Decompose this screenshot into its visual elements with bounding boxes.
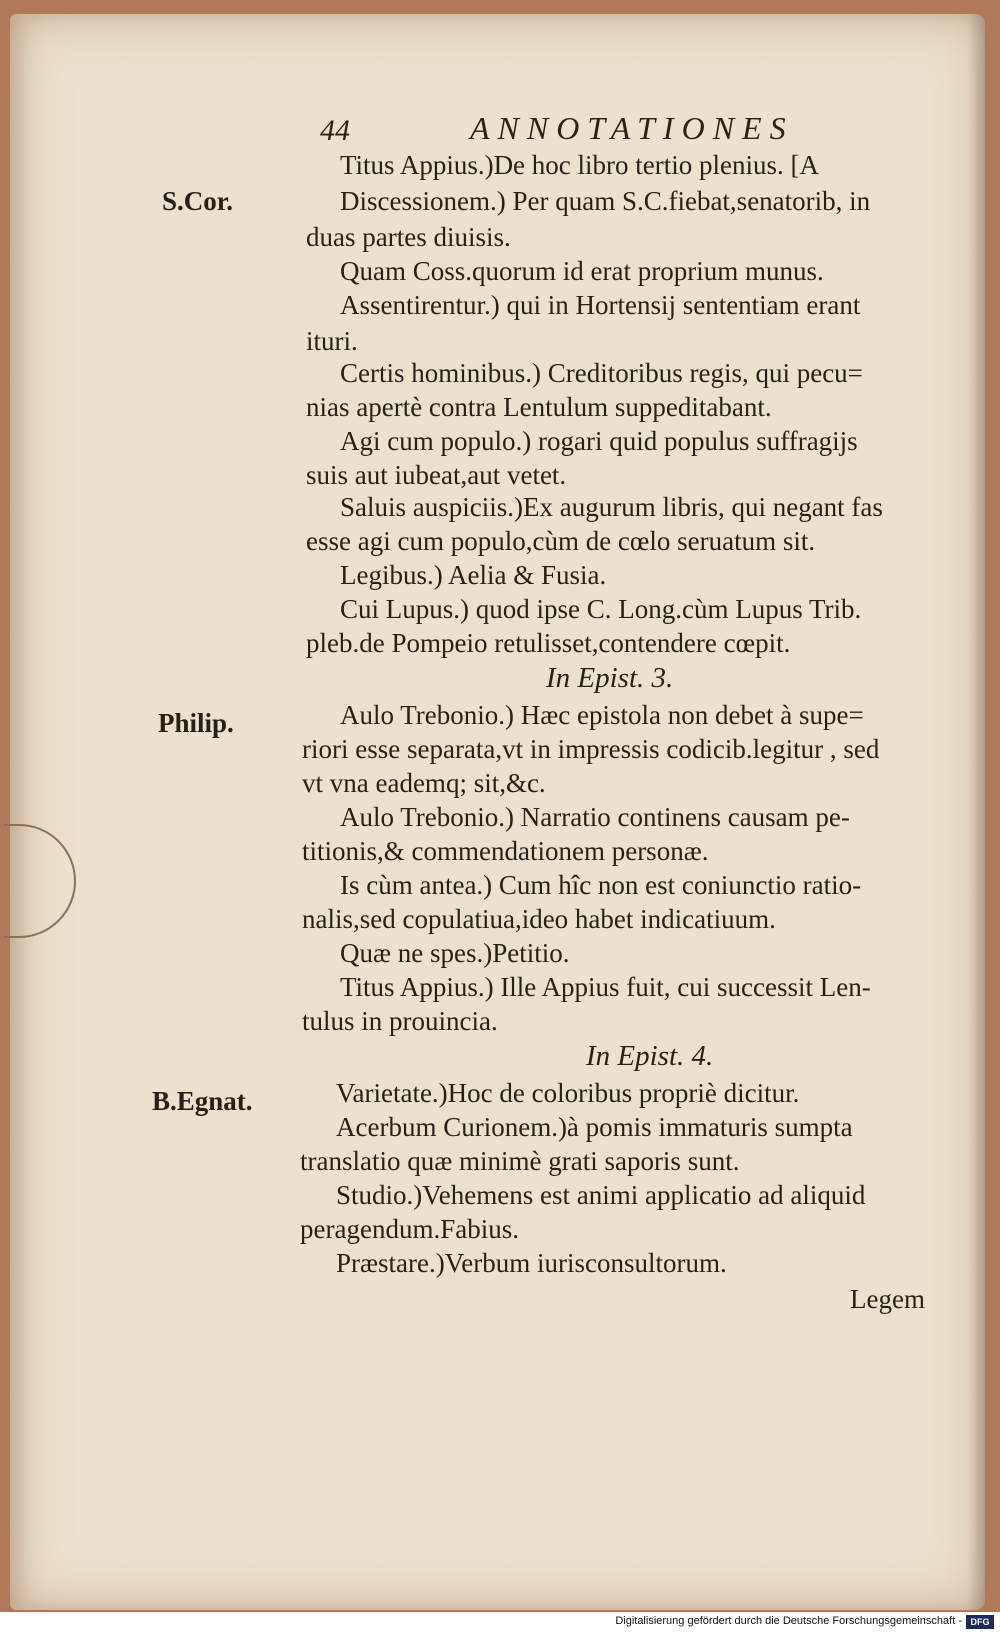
text-line: Discessionem.) Per quam S.C.fiebat,senatorib, in [340, 186, 871, 216]
book-page [10, 14, 985, 1610]
dfg-logo: DFG [966, 1615, 994, 1629]
text-line: Præstare.)Verbum iurisconsultorum. [336, 1248, 727, 1278]
text-line: Cui Lupus.) quod ipse C. Long.cùm Lupus Trib. [340, 594, 862, 624]
text-line: vt vna eademq; sit,&c. [302, 768, 546, 798]
text-line: nalis,sed copulatiua,ideo habet indicatiuum. [302, 904, 776, 934]
text-line: pleb.de Pompeio retulisset,contendere cœpit. [306, 628, 791, 658]
text-line: nias apertè contra Lentulum suppeditabant. [306, 392, 772, 422]
text-line: titionis,& commendationem personæ. [302, 836, 709, 866]
text-line: peragendum.Fabius. [300, 1214, 519, 1244]
text-line: Is cùm antea.) Cum hîc non est coniunctio ratio- [340, 870, 862, 900]
text-line: Legibus.) Aelia & Fusia. [340, 560, 607, 590]
text-line: suis aut iubeat,aut vetet. [306, 460, 567, 490]
text-line: Acerbum Curionem.)à pomis immaturis sumpta [336, 1112, 853, 1142]
text-line: Saluis auspiciis.)Ex augurum libris, qui negant fas [340, 492, 883, 522]
text-line: ituri. [306, 326, 358, 356]
text-line: Studio.)Vehemens est animi applicatio ad aliquid [336, 1180, 866, 1210]
page-clip-mark [4, 824, 76, 938]
text-line: Assentirentur.) qui in Hortensij sententiam erant [340, 290, 861, 320]
text-line: Quæ ne spes.)Petitio. [340, 938, 570, 968]
text-line: Certis hominibus.) Creditoribus regis, qui pecu= [340, 358, 863, 388]
text-line: Titus Appius.) Ille Appius fuit, cui successit Len- [340, 972, 871, 1002]
text-line: Varietate.)Hoc de coloribus propriè dicitur. [336, 1078, 800, 1108]
text-line: Titus Appius.)De hoc libro tertio plenius. [A [340, 150, 819, 180]
text-line: Quam Coss.quorum id erat proprium munus. [340, 256, 824, 286]
page-number: 44 [320, 114, 350, 147]
text-line: duas partes diuisis. [306, 222, 511, 252]
page-edge-shadow [967, 14, 985, 1610]
text-line: riori esse separata,vt in impressis codicib.legitur , sed [302, 734, 880, 764]
running-title: ANNOTATIONES [470, 110, 794, 146]
epistle-heading: In Epist. 4. [586, 1040, 714, 1072]
page-header [10, 102, 985, 152]
text-line: tulus in prouincia. [302, 1006, 498, 1036]
text-line: Aulo Trebonio.) Narratio continens causam pe- [340, 802, 850, 832]
margin-note: Philip. [158, 708, 234, 738]
footer-credit: Digitalisierung gefördert durch die Deutsche Forschungsgemeinschaft - [615, 1615, 962, 1627]
text-line: Aulo Trebonio.) Hæc epistola non debet à supe= [340, 700, 864, 730]
text-line: esse agi cum populo,cùm de cœlo seruatum sit. [306, 526, 816, 556]
text-line: Agi cum populo.) rogari quid populus suffragijs [340, 426, 858, 456]
text-line: translatio quæ minimè grati saporis sunt. [300, 1146, 740, 1176]
margin-note: B.Egnat. [152, 1086, 253, 1116]
catchword: Legem [850, 1284, 925, 1314]
footer-bar [0, 1612, 1000, 1633]
epistle-heading: In Epist. 3. [546, 662, 674, 694]
margin-note: S.Cor. [162, 186, 234, 216]
